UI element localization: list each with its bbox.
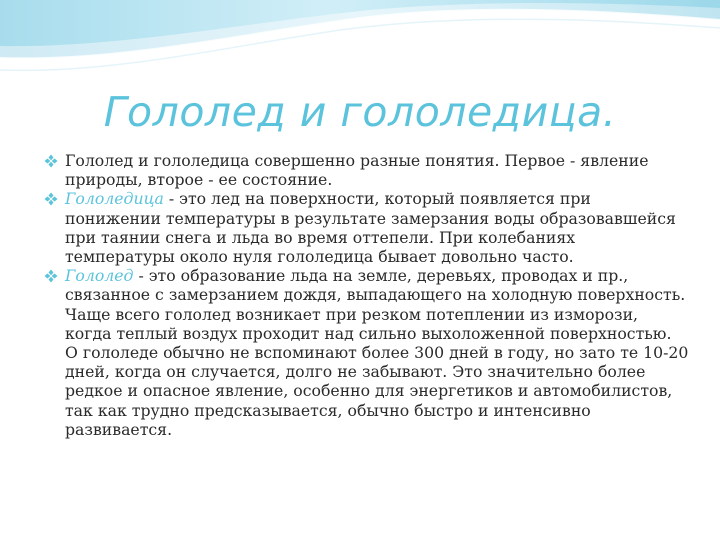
wave-header-decoration <box>0 0 720 90</box>
bullet-text: - это образование льда на земле, деревьях, проводах и пр., связанное с замерзанием дождя, выпадающего на холодную поверхность. Чаще всего гололед возникает при резком потеплении из изморози, когда теплый воздух проходит над сильно выхоложенной поверхностью. О гололеде обычно не вспоминают более 300 дней в году, но зато те 10-20 дней, когда он случается, долго не забывают. Это значительно более редкое и опасное явление, особенно для энергетиков и автомобилистов, так как трудно предсказывается, обычно быстро и интенсивно развивается. <box>65 266 689 439</box>
bullet-text: Гололед и гололедица совершенно разные понятия. Первое - явление природы, второе - ее состояние. <box>65 151 649 190</box>
bullet-term: Гололед <box>65 266 134 286</box>
bullet-item <box>44 151 689 189</box>
diamond-quad-icon <box>44 154 58 168</box>
diamond-quad-icon <box>44 269 58 283</box>
bullet-item <box>44 266 689 439</box>
diamond-quad-icon <box>44 192 58 206</box>
bullet-text: - это лед на поверхности, который появляется при понижении температуры в результате замерзания воды образовавшейся при таянии снега и льда во время оттепели. При колебаниях температуры около нуля гололедица бывает довольно часто. <box>65 189 676 267</box>
bullet-list <box>44 151 689 439</box>
slide-title: Гололед и гололедица. <box>103 88 617 136</box>
bullet-term: Гололедица <box>65 189 164 209</box>
bullet-item <box>44 189 689 266</box>
